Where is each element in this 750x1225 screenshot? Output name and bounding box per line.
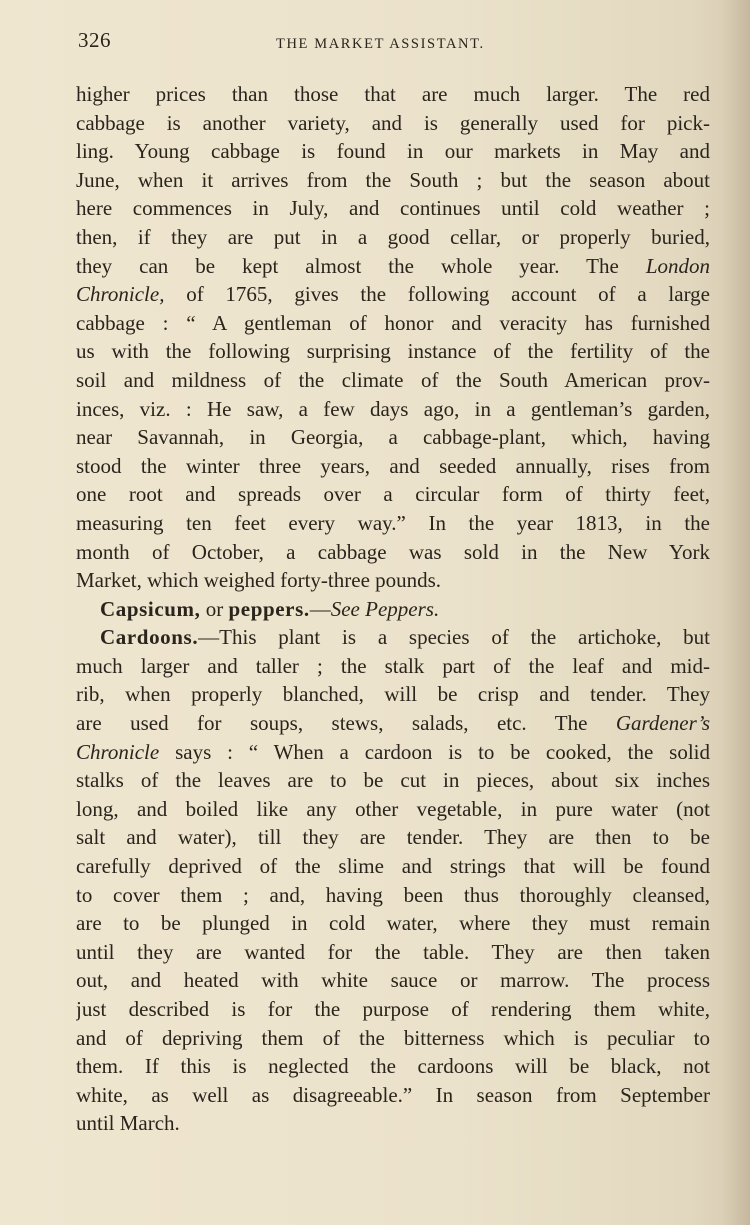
italic-title: Chronicle, <box>76 282 165 307</box>
line-text: —This plant is a species of the artichoke, but <box>198 625 710 650</box>
text-line <box>76 280 710 309</box>
text-line <box>76 652 710 681</box>
line-text: inces, viz. : He saw, a few days ago, in a gentleman’s garden, <box>76 396 710 421</box>
line-text: cabbage : “ A gentleman of honor and veracity has furnished <box>76 310 710 335</box>
line-text: month of October, a cabbage was sold in the New York <box>76 539 710 564</box>
line-text: rib, when properly blanched, will be crisp and tender. They <box>76 682 710 707</box>
line-text: Market, which weighed forty-three pounds. <box>76 568 442 593</box>
italic-title: Chronicle <box>76 739 160 764</box>
line-text: here commences in July, and continues until cold weather ; <box>76 196 710 221</box>
line-text: long, and boiled like any other vegetable, in pure water (not <box>76 796 710 821</box>
text-line <box>76 80 710 109</box>
text-line <box>76 166 710 195</box>
line-text: are to be plunged in cold water, where they must remain <box>76 911 710 936</box>
line-text: one root and spreads over a circular form of thirty feet, <box>76 482 710 507</box>
line-text: measuring ten feet every way.” In the year 1813, in the <box>76 510 710 535</box>
line-text: they can be kept almost the whole year. The <box>76 253 619 278</box>
page-number: 326 <box>78 28 111 52</box>
line-text: and of depriving them of the bitterness which is peculiar to <box>76 1025 710 1050</box>
text-line <box>76 423 710 452</box>
line-text: until March. <box>76 1111 180 1136</box>
line-text: June, when it arrives from the South ; but the season about <box>76 167 710 192</box>
entry-cardoons <box>76 623 710 652</box>
running-head: THE MARKET ASSISTANT. <box>276 36 485 52</box>
line-text: soil and mildness of the climate of the South American prov- <box>76 367 710 392</box>
line-text: out, and heated with white sauce or marrow. The process <box>76 968 710 993</box>
text-line <box>76 366 710 395</box>
line-text: carefully deprived of the slime and strings that will be found <box>76 854 710 879</box>
text-line <box>76 1081 710 1110</box>
entry-heading: Cardoons. <box>100 625 199 650</box>
line-text: ling. Young cabbage is found in our markets in May and <box>76 139 710 164</box>
text-line <box>76 680 710 709</box>
text-line <box>76 109 710 138</box>
line-text: until they are wanted for the table. They are then taken <box>76 939 710 964</box>
entry-heading: Capsicum, <box>100 596 201 621</box>
text-line <box>76 909 710 938</box>
line-text: stood the winter three years, and seeded annually, rises from <box>76 453 710 478</box>
text-line <box>76 395 710 424</box>
text-line <box>76 566 710 595</box>
text-line <box>76 538 710 567</box>
text-line <box>76 738 710 767</box>
line-text: stalks of the leaves are to be cut in pieces, about six inches <box>76 768 710 793</box>
line-text: then, if they are put in a good cellar, or properly buried, <box>76 224 710 249</box>
italic-title: Gardener’s <box>615 711 710 736</box>
text-line <box>76 852 710 881</box>
body-text <box>76 80 710 1138</box>
text-line <box>76 709 710 738</box>
line-text: of 1765, gives the following account of a large <box>186 282 710 307</box>
line-text: much larger and taller ; the stalk part of the leaf and mid- <box>76 653 710 678</box>
text-line <box>76 509 710 538</box>
text-line <box>76 795 710 824</box>
text-line <box>76 766 710 795</box>
text-line <box>76 1109 710 1138</box>
line-text: white, as well as disagreeable.” In season from September <box>76 1082 710 1107</box>
line-text: to cover them ; and, having been thus thoroughly cleansed, <box>76 882 710 907</box>
line-text: higher prices than those that are much larger. The red <box>76 82 710 106</box>
text-line <box>76 1052 710 1081</box>
text-line <box>76 223 710 252</box>
line-text: near Savannah, in Georgia, a cabbage-plant, which, having <box>76 425 710 450</box>
line-text: or <box>205 596 224 621</box>
line-text: salt and water), till they are tender. They are then to be <box>76 825 710 850</box>
text-line <box>76 938 710 967</box>
line-text: says : “ When a cardoon is to be cooked, the solid <box>175 739 710 764</box>
text-line <box>76 194 710 223</box>
text-line <box>76 966 710 995</box>
line-text: are used for soups, stews, salads, etc. The <box>76 711 588 736</box>
cross-reference: See Peppers. <box>330 596 440 621</box>
line-text: just described is for the purpose of rendering them white, <box>76 997 710 1021</box>
line-text: cabbage is another variety, and is generally used for pick- <box>76 110 710 135</box>
text-line <box>76 309 710 338</box>
entry-capsicum <box>76 595 710 624</box>
page-header <box>78 28 708 64</box>
text-line <box>76 480 710 509</box>
line-text: us with the following surprising instance of the fertility of the <box>76 339 710 364</box>
text-line <box>76 337 710 366</box>
text-line <box>76 137 710 166</box>
text-line <box>76 881 710 910</box>
italic-title: London <box>645 253 710 278</box>
text-line <box>76 995 710 1024</box>
text-line <box>76 252 710 281</box>
text-line <box>76 823 710 852</box>
page-edge-shadow <box>722 0 750 1225</box>
text-line <box>76 452 710 481</box>
em-dash: — <box>309 596 331 621</box>
entry-heading: peppers. <box>228 596 310 621</box>
line-text: them. If this is neglected the cardoons will be black, not <box>76 1054 710 1079</box>
text-line <box>76 1024 710 1053</box>
